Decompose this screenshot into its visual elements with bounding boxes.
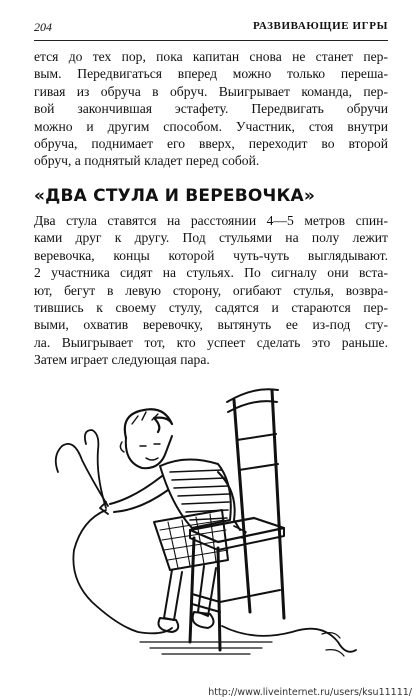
text-line: гивая из обруча в обруч. Выигрывает команда, пер- xyxy=(34,83,388,99)
text-line: вым. Передвигаться вперед можно только перешa- xyxy=(34,66,388,82)
text-line: ется до тех пор, пока капитан снова не станет пер- xyxy=(34,49,388,64)
text-line: Затем играет следующая пара. xyxy=(34,352,210,368)
text-line: обруч, а поднятый кладет перед собой. xyxy=(34,153,260,169)
page-number: 204 xyxy=(34,20,52,34)
text-line: ками друг к другу. Под стульями на полу лежит xyxy=(34,230,388,246)
running-title: РАЗВИВАЮЩИЕ ИГРЫ xyxy=(252,20,388,32)
text-line: ют, бегут в левую сторону, огибают стулья, возвра- xyxy=(34,282,388,298)
text-line: 2 участника сидят на стульях. По сигналу они вста- xyxy=(34,265,388,281)
source-url: http://www.liveinternet.ru/users/ksu11111/ xyxy=(208,687,412,698)
floor-shadow xyxy=(140,642,272,654)
text-line: выми, охватив веревочку, вытянуть ее из-под сту- xyxy=(34,317,388,333)
text-line: ла. Выигрывает тот, кто успеет сделать это раньше. xyxy=(34,334,388,350)
text-line: веревочка, концы которой чуть-чуть выглядывают. xyxy=(34,247,388,263)
text-line: вой закончившая эстафету. Передвигать обручи xyxy=(34,101,388,117)
text-line: Два стула ставятся на расстоянии 4—5 метров спин- xyxy=(34,213,388,228)
text-line: можно и другим способом. Участник, стоя внутри xyxy=(34,118,388,134)
text-line: тившись к своему стулу, садятся и стараются пер- xyxy=(34,300,388,316)
page-header xyxy=(34,18,388,41)
boy-on-chair-illustration xyxy=(22,380,372,670)
section-title: «ДВА СТУЛА И ВЕРЕВОЧКА» xyxy=(34,186,316,206)
paragraph-hoops-relay xyxy=(34,48,388,170)
paragraph-two-chairs xyxy=(34,212,388,369)
boy-figure xyxy=(100,409,246,632)
text-line: обруча, поднимает его вверх, переходит во второй xyxy=(34,136,388,152)
